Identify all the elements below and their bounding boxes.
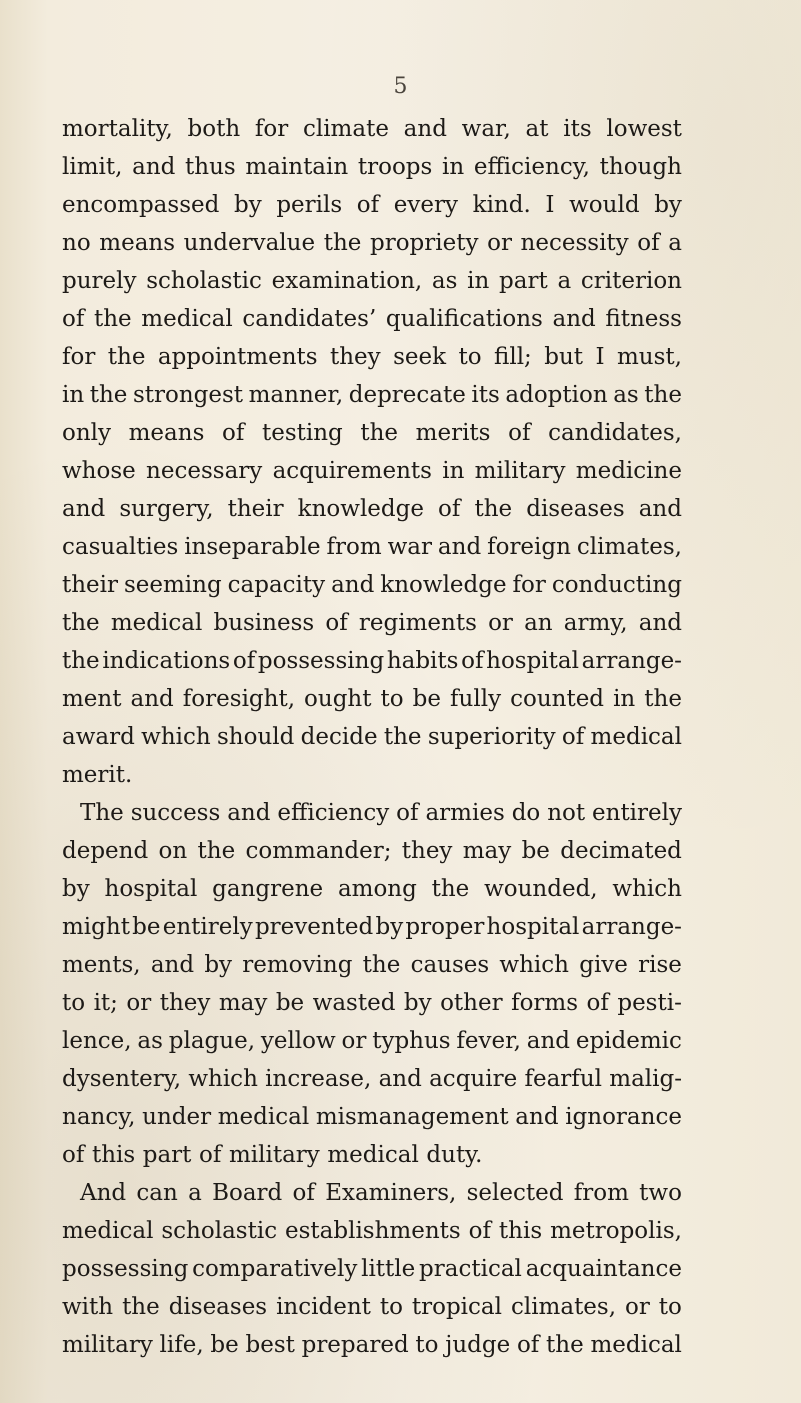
text-word: appointments xyxy=(157,344,318,370)
text-word: medical xyxy=(110,610,203,636)
text-line xyxy=(62,718,682,756)
text-word: or xyxy=(126,990,152,1016)
text-line xyxy=(62,1212,682,1250)
text-word: seeming xyxy=(123,572,222,598)
text-word: typhus xyxy=(372,1028,451,1054)
text-word: of xyxy=(637,230,660,256)
text-word: be xyxy=(210,1332,239,1358)
text-word: acquaintance xyxy=(525,1256,682,1282)
text-word: fever, xyxy=(456,1028,521,1054)
text-word: lowest xyxy=(606,116,682,142)
text-word: for xyxy=(254,116,289,142)
text-line xyxy=(62,1326,682,1364)
text-word: of xyxy=(516,1332,540,1358)
text-word: kind. xyxy=(472,192,531,218)
text-word: And xyxy=(80,1180,127,1206)
text-word: of xyxy=(561,724,585,750)
text-word: they xyxy=(330,344,381,370)
text-word: forms xyxy=(511,990,579,1016)
text-word: hospital xyxy=(104,876,198,902)
text-word: qualifications xyxy=(385,306,543,332)
text-line xyxy=(62,186,682,224)
text-word: best xyxy=(245,1332,295,1358)
text-line xyxy=(62,1022,682,1060)
text-word: the xyxy=(122,1294,160,1320)
text-word: this xyxy=(91,1142,136,1168)
text-line xyxy=(62,680,682,718)
text-word: two xyxy=(639,1180,682,1206)
text-word: the xyxy=(89,382,128,408)
text-word: fill; xyxy=(494,344,532,370)
text-word: its xyxy=(563,116,592,142)
text-word: be xyxy=(132,914,161,940)
text-word: efficiency xyxy=(277,800,390,826)
text-word: fearful xyxy=(524,1066,602,1092)
text-word: hospital xyxy=(486,648,579,674)
text-word: to xyxy=(379,1294,403,1320)
text-word: under xyxy=(142,1104,212,1130)
text-word: at xyxy=(525,116,549,142)
text-word: armies xyxy=(425,800,505,826)
text-word: prepared xyxy=(301,1332,409,1358)
text-word: Examiners, xyxy=(325,1180,457,1206)
text-word: their xyxy=(62,572,119,598)
text-word: malig- xyxy=(609,1066,682,1092)
text-word: merit. xyxy=(62,762,133,788)
text-word: of xyxy=(232,648,256,674)
text-word: fully xyxy=(450,686,502,712)
text-word: inseparable xyxy=(184,534,321,560)
text-word: no xyxy=(62,230,91,256)
text-word: prevented xyxy=(254,914,374,940)
text-word: diseases xyxy=(168,1294,268,1320)
text-word: strongest xyxy=(132,382,244,408)
text-word: the xyxy=(546,1332,584,1358)
text-word: deprecate xyxy=(348,382,466,408)
text-word: from xyxy=(573,1180,629,1206)
text-word: to xyxy=(458,344,482,370)
text-word: of xyxy=(221,420,245,446)
text-line xyxy=(62,756,682,794)
text-word: in xyxy=(442,154,465,180)
text-word: its xyxy=(471,382,500,408)
text-word: entirely xyxy=(592,800,682,826)
text-word: it; xyxy=(93,990,118,1016)
text-word: part xyxy=(499,268,548,294)
text-word: scholastic xyxy=(146,268,262,294)
text-word: removing xyxy=(242,952,353,978)
text-word: of xyxy=(356,192,380,218)
text-word: as xyxy=(613,382,639,408)
text-word: comparatively xyxy=(192,1256,358,1282)
text-line xyxy=(62,642,682,680)
text-word: fitness xyxy=(605,306,682,332)
text-line xyxy=(62,832,682,870)
text-word: depend xyxy=(62,838,149,864)
text-word: in xyxy=(467,268,490,294)
text-word: but xyxy=(544,344,584,370)
text-word: decimated xyxy=(560,838,682,864)
text-word: troops xyxy=(357,154,433,180)
text-word: medical xyxy=(141,306,233,332)
text-word: regiments xyxy=(358,610,477,636)
text-word: by xyxy=(375,914,404,940)
text-word: the xyxy=(62,648,100,674)
text-word: rise xyxy=(638,952,682,978)
text-word: military xyxy=(228,1142,320,1168)
text-word: efficiency, xyxy=(473,154,590,180)
text-word: necessary xyxy=(146,458,263,484)
text-word: may xyxy=(462,838,512,864)
text-word: or xyxy=(487,230,512,256)
text-word: as xyxy=(137,1028,163,1054)
text-word: among xyxy=(337,876,417,902)
text-line xyxy=(62,1136,682,1174)
text-word: mortality, xyxy=(62,116,173,142)
text-word: casualties xyxy=(62,534,179,560)
text-word: ought xyxy=(304,686,372,712)
text-word: and xyxy=(62,496,106,522)
text-line xyxy=(62,528,682,566)
text-word: and xyxy=(378,1066,422,1092)
text-word: wounded, xyxy=(484,876,598,902)
text-word: metropolis, xyxy=(550,1218,682,1244)
text-word: army, xyxy=(563,610,628,636)
text-word: of xyxy=(468,1218,491,1244)
text-word: candidates’ xyxy=(242,306,377,332)
text-word: which xyxy=(612,876,682,902)
text-word: by xyxy=(654,192,682,218)
text-word: award xyxy=(62,724,135,750)
text-word: and xyxy=(403,116,447,142)
text-word: medical xyxy=(590,1332,682,1358)
text-line xyxy=(62,1098,682,1136)
text-word: on xyxy=(158,838,188,864)
text-word: of xyxy=(325,610,348,636)
text-word: practical xyxy=(419,1256,522,1282)
text-word: the xyxy=(197,838,236,864)
text-word: of xyxy=(199,1142,222,1168)
text-word: wasted xyxy=(312,990,396,1016)
text-word: and xyxy=(526,1028,571,1054)
text-word: their xyxy=(227,496,284,522)
text-word: hospital xyxy=(486,914,580,940)
text-word: entirely xyxy=(162,914,253,940)
text-word: decide xyxy=(300,724,378,750)
text-word: or xyxy=(341,1028,367,1054)
text-word: an xyxy=(524,610,553,636)
text-word: or xyxy=(488,610,513,636)
text-word: they xyxy=(401,838,453,864)
text-word: candidates, xyxy=(548,420,682,446)
text-word: of xyxy=(396,800,419,826)
text-word: with xyxy=(62,1294,114,1320)
text-word: necessity xyxy=(520,230,629,256)
text-word: though xyxy=(599,154,682,180)
text-word: lence, xyxy=(62,1028,132,1054)
text-word: acquirements xyxy=(272,458,432,484)
text-word: surgery, xyxy=(119,496,214,522)
text-word: a xyxy=(188,1180,202,1206)
text-word: establishments xyxy=(285,1218,461,1244)
text-word: perils xyxy=(276,192,343,218)
text-word: merits xyxy=(415,420,491,446)
text-line xyxy=(62,1060,682,1098)
text-word: of xyxy=(62,1142,85,1168)
text-word: give xyxy=(579,952,628,978)
text-word: the xyxy=(383,724,422,750)
text-word: the xyxy=(360,420,399,446)
text-word: commander; xyxy=(245,838,392,864)
text-word: I xyxy=(545,192,555,218)
text-word: climates, xyxy=(510,1294,617,1320)
text-word: arrange- xyxy=(581,914,682,940)
text-word: limit, xyxy=(62,154,123,180)
text-word: in xyxy=(62,382,85,408)
text-word: Board xyxy=(212,1180,283,1206)
text-line xyxy=(62,452,682,490)
text-line xyxy=(62,946,682,984)
text-line xyxy=(62,604,682,642)
text-word: criterion xyxy=(580,268,682,294)
text-word: means xyxy=(128,420,205,446)
text-word: the xyxy=(323,230,362,256)
text-word: scholastic xyxy=(161,1218,278,1244)
text-word: might xyxy=(62,914,130,940)
text-word: medical xyxy=(217,1104,310,1130)
text-line xyxy=(62,794,682,832)
text-word: and xyxy=(132,154,176,180)
text-word: other xyxy=(440,990,503,1016)
text-line xyxy=(62,224,682,262)
text-word: the xyxy=(644,382,682,408)
text-line xyxy=(62,414,682,452)
text-word: pesti- xyxy=(617,990,682,1016)
text-word: military xyxy=(474,458,566,484)
text-word: medical xyxy=(62,1218,154,1244)
text-word: I xyxy=(595,344,605,370)
text-word: climate xyxy=(302,116,389,142)
text-word: acquire xyxy=(429,1066,518,1092)
text-word: and xyxy=(552,306,596,332)
text-word: of xyxy=(586,990,609,1016)
text-word: and xyxy=(638,610,682,636)
text-word: propriety xyxy=(369,230,479,256)
text-word: indications xyxy=(102,648,231,674)
text-word: ment xyxy=(62,686,122,712)
text-word: by xyxy=(403,990,432,1016)
text-word: a xyxy=(557,268,572,294)
text-line xyxy=(62,376,682,414)
text-word: which xyxy=(188,1066,258,1092)
text-word: and xyxy=(331,572,375,598)
text-word: counted xyxy=(510,686,605,712)
text-word: and xyxy=(227,800,271,826)
text-line xyxy=(62,110,682,148)
text-word: by xyxy=(233,192,262,218)
text-word: ments, xyxy=(62,952,141,978)
text-word: or xyxy=(625,1294,650,1320)
text-word: proper xyxy=(405,914,485,940)
text-word: should xyxy=(217,724,295,750)
text-word: judge xyxy=(445,1332,511,1358)
text-word: The xyxy=(80,800,124,826)
text-word: incident xyxy=(276,1294,371,1320)
body-text xyxy=(62,110,682,1364)
text-word: war xyxy=(387,534,433,560)
text-word: the xyxy=(362,952,401,978)
page-number: 5 xyxy=(393,74,408,99)
text-word: and xyxy=(437,534,482,560)
text-word: and xyxy=(638,496,682,522)
text-word: nancy, xyxy=(62,1104,136,1130)
text-word: as xyxy=(431,268,458,294)
text-word: to xyxy=(380,686,404,712)
text-line xyxy=(62,148,682,186)
text-word: from xyxy=(326,534,382,560)
text-word: possessing xyxy=(257,648,385,674)
text-word: be xyxy=(275,990,305,1016)
text-word: little xyxy=(361,1256,416,1282)
text-line xyxy=(62,870,682,908)
text-word: foreign xyxy=(487,534,571,560)
text-word: life, xyxy=(159,1332,204,1358)
text-word: foresight, xyxy=(182,686,296,712)
text-word: of xyxy=(461,648,484,674)
text-line xyxy=(62,1174,682,1212)
text-word: success xyxy=(130,800,221,826)
text-word: business xyxy=(213,610,315,636)
text-word: possessing xyxy=(62,1256,189,1282)
text-word: superiority xyxy=(427,724,556,750)
text-word: which xyxy=(141,724,211,750)
text-word: whose xyxy=(62,458,136,484)
text-word: only xyxy=(62,420,112,446)
text-word: adoption xyxy=(505,382,608,408)
text-word: thus xyxy=(185,154,236,180)
text-word: conducting xyxy=(551,572,682,598)
text-word: the xyxy=(474,496,513,522)
text-word: encompassed xyxy=(62,192,220,218)
text-word: of xyxy=(62,306,85,332)
text-word: in xyxy=(613,686,636,712)
text-line xyxy=(62,908,682,946)
text-word: testing xyxy=(261,420,343,446)
text-word: both xyxy=(187,116,241,142)
text-word: mismanagement xyxy=(315,1104,509,1130)
text-word: may xyxy=(218,990,268,1016)
text-word: seek xyxy=(393,344,447,370)
text-word: duty. xyxy=(426,1142,483,1168)
text-word: the xyxy=(431,876,470,902)
text-word: diseases xyxy=(526,496,625,522)
text-word: they xyxy=(159,990,211,1016)
text-word: gangrene xyxy=(212,876,324,902)
text-word: can xyxy=(136,1180,178,1206)
text-line xyxy=(62,1288,682,1326)
text-word: military xyxy=(62,1332,153,1358)
text-word: undervalue xyxy=(183,230,316,256)
text-word: to xyxy=(658,1294,682,1320)
text-line xyxy=(62,984,682,1022)
text-line xyxy=(62,338,682,376)
text-word: do xyxy=(511,800,541,826)
text-word: to xyxy=(62,990,86,1016)
text-word: causes xyxy=(410,952,490,978)
text-word: ignorance xyxy=(565,1104,682,1130)
text-word: be xyxy=(521,838,550,864)
text-word: of xyxy=(508,420,531,446)
text-word: purely xyxy=(62,268,137,294)
text-line xyxy=(62,300,682,338)
text-word: to xyxy=(415,1332,439,1358)
text-word: and xyxy=(515,1104,559,1130)
text-word: increase, xyxy=(265,1066,372,1092)
text-word: of xyxy=(438,496,461,522)
text-word: would xyxy=(569,192,640,218)
text-word: which xyxy=(499,952,569,978)
text-word: selected xyxy=(466,1180,564,1206)
text-word: not xyxy=(547,800,586,826)
text-word: habits xyxy=(386,648,459,674)
text-word: knowledge xyxy=(380,572,507,598)
text-word: examination, xyxy=(271,268,423,294)
text-word: a xyxy=(668,230,682,256)
text-word: the xyxy=(107,344,146,370)
text-word: means xyxy=(99,230,176,256)
text-word: maintain xyxy=(245,154,349,180)
text-line xyxy=(62,566,682,604)
text-word: medicine xyxy=(575,458,682,484)
text-word: medical xyxy=(327,1142,419,1168)
text-word: the xyxy=(644,686,682,712)
text-line xyxy=(62,490,682,528)
text-word: the xyxy=(94,306,132,332)
text-word: knowledge xyxy=(297,496,424,522)
text-word: be xyxy=(412,686,441,712)
text-word: every xyxy=(393,192,459,218)
text-word: and xyxy=(130,686,174,712)
text-word: by xyxy=(204,952,233,978)
text-word: must, xyxy=(616,344,682,370)
text-word: capacity xyxy=(227,572,326,598)
text-word: for xyxy=(512,572,546,598)
text-word: climates, xyxy=(576,534,682,560)
text-word: the xyxy=(62,610,100,636)
text-word: of xyxy=(292,1180,315,1206)
text-word: by xyxy=(62,876,90,902)
text-word: tropical xyxy=(411,1294,502,1320)
text-word: for xyxy=(62,344,96,370)
text-word: plague, xyxy=(168,1028,256,1054)
text-word: war, xyxy=(461,116,511,142)
text-word: dysentery, xyxy=(62,1066,182,1092)
text-word: this xyxy=(498,1218,543,1244)
text-line xyxy=(62,262,682,300)
text-word: and xyxy=(150,952,195,978)
text-word: medical xyxy=(590,724,682,750)
text-line xyxy=(62,1250,682,1288)
text-word: manner, xyxy=(248,382,344,408)
text-word: in xyxy=(442,458,465,484)
text-word: part xyxy=(142,1142,192,1168)
text-word: arrange- xyxy=(581,648,682,674)
text-word: yellow xyxy=(260,1028,336,1054)
text-word: epidemic xyxy=(575,1028,682,1054)
